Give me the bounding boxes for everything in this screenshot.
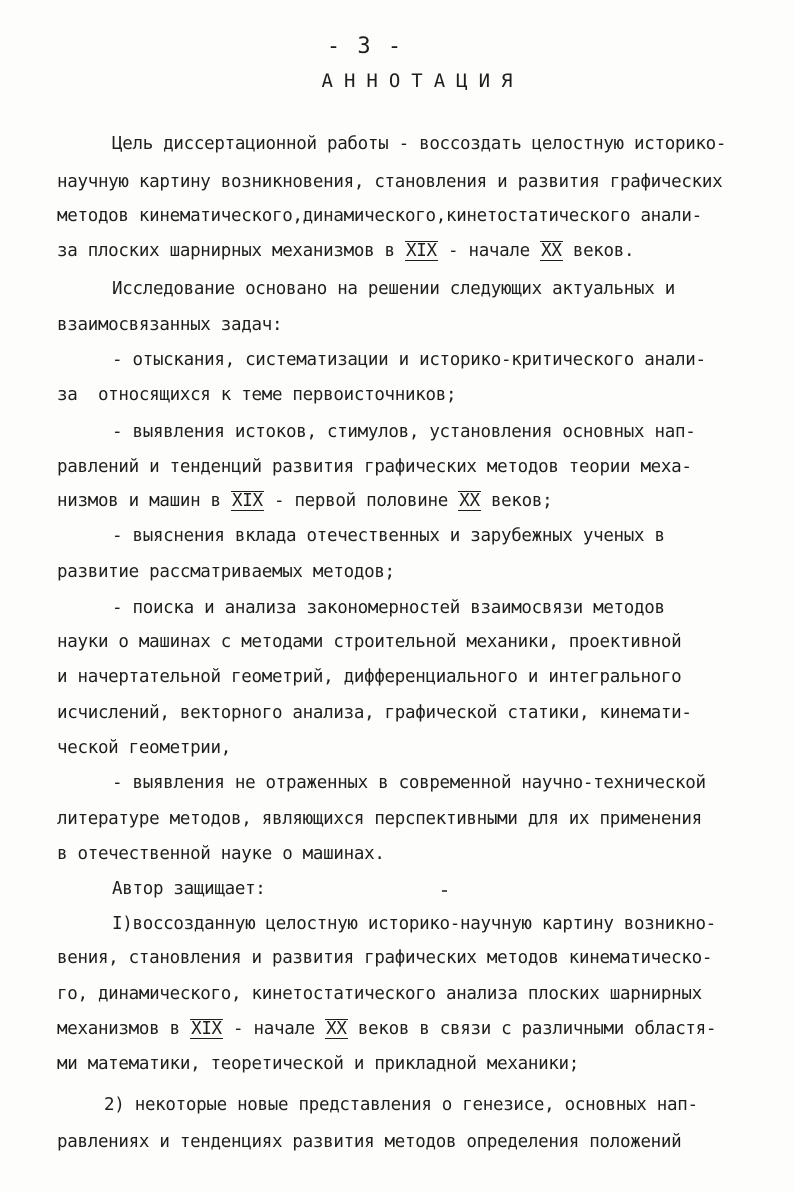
roman-numeral: XX [459,491,480,511]
roman-numeral: XX [326,1019,347,1039]
text-line: ми математики, теоретической и прикладной механики; [57,1054,580,1074]
text-line: Цель диссертационной работы - воссоздать целостную историко- [112,134,727,154]
roman-numeral: XIX [406,241,437,261]
page-title: АННОТАЦИЯ [321,70,524,92]
text-line: науки о машинах с методами строительной механики, проективной [57,632,682,652]
text-line: - поиска и анализа закономерностей взаимосвязи методов [112,598,665,618]
text-line: равлений и тенденций развития графических методов теории меха- [57,457,692,477]
text-line: - выявления истоков, стимулов, установления основных нап- [112,422,696,442]
text-line: равлениях и тенденциях развития методов определения положений [57,1132,682,1152]
text-line: го, динамического, кинетостатического анализа плоских шарнирных [57,984,702,1004]
text-line: развитие рассматриваемых методов; [57,562,395,582]
text-line: Автор защищает: [112,879,266,899]
text-line: научную картину возникновения, становления и развития графических [57,172,723,192]
roman-numeral: XIX [191,1019,222,1039]
roman-numeral: XIX [232,491,263,511]
text-line: в отечественной науке о машинах. [57,844,385,864]
text-line: - выявления не отраженных в современной научно-технической [112,773,706,793]
text-line: взаимосвязанных задач: [57,315,283,335]
ink-speck [442,890,447,892]
text-line: Исследование основано на решении следующих актуальных и [112,279,675,299]
text-line: исчислений, векторного анализа, графической статики, кинемати- [57,703,692,723]
roman-numeral: XX [541,241,562,261]
text-line: литературе методов, являющихся перспективными для их применения [57,809,702,829]
text-line: вения, становления и развития графических методов кинематическо- [57,948,713,968]
text-line: I)воссозданную целостную историко-научную картину возникно- [112,914,716,934]
text-line: 2) некоторые новые представления о генезисе, основных нап- [104,1095,698,1115]
text-line: - отыскания, систематизации и историко-критического анали- [112,350,706,370]
text-line: - выяснения вклада отечественных и зарубежных ученых в [112,526,665,546]
text-line: за плоских шарнирных механизмов в XIX - начале XX веков. [57,241,635,261]
text-line: низмов и машин в XIX - первой половине XX веков; [57,491,553,511]
page-number: - 3 - [326,34,404,59]
text-line: и начертательной геометрий, дифференциального и интегрального [57,667,682,687]
text-line: механизмов в XIX - начале XX веков в связи с различными областя- [57,1019,717,1039]
text-line: методов кинематического,динамического,кинетостатического анали- [57,206,702,226]
text-line: ческой геометрии, [57,738,232,758]
text-line: за относящихся к теме первоисточников; [57,385,457,405]
